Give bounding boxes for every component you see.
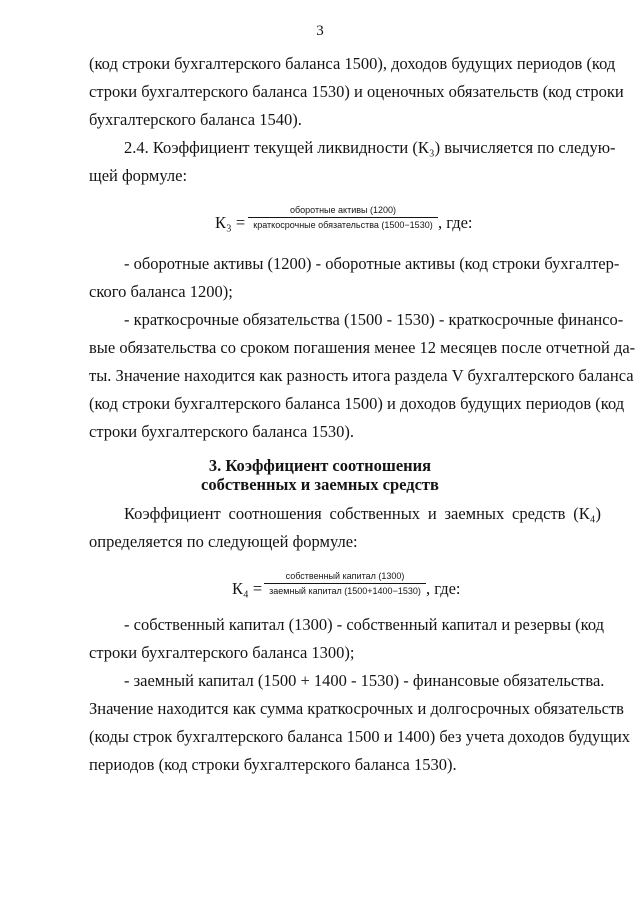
paragraph-line: щей формуле: [89, 166, 188, 185]
formula-fraction [248, 203, 438, 232]
formula-lhs: К₄ = [232, 579, 263, 598]
formula-denominator: заемный капитал (1500+1400−1530) [269, 586, 421, 596]
list-item-line: строки бухгалтерского баланса 1300); [89, 643, 355, 662]
paragraph-line: бухгалтерского баланса 1540). [89, 110, 302, 129]
formula-lhs: К₃ = [215, 213, 246, 232]
list-item-line: вые обязательства со сроком погашения менее 12 месяцев после отчетной да- [89, 338, 636, 357]
paragraph-line: строки бухгалтерского баланса 1530) и оценочных обязательств (код строки [89, 82, 624, 101]
formula-tail: , где: [438, 213, 473, 232]
list-item-line: строки бухгалтерского баланса 1530). [89, 422, 355, 441]
formula-numerator: собственный капитал (1300) [285, 571, 405, 581]
formula-denominator: краткосрочные обязательства (1500−1530) [253, 220, 433, 230]
list-item-line: (коды строк бухгалтерского баланса 1500 и 1400) без учета доходов будущих [89, 727, 631, 746]
list-item-line: ты. Значение находится как разность итога раздела V бухгалтерского баланса [89, 366, 634, 385]
list-item-line: периодов (код строки бухгалтерского баланса 1530). [89, 755, 457, 774]
list-item-line: - оборотные активы (1200) - оборотные активы (код строки бухгалтер- [124, 254, 620, 273]
list-item-line: - заемный капитал (1500 + 1400 - 1530) - финансовые обязательства. [124, 671, 605, 690]
list-item-line: ского баланса 1200); [89, 282, 233, 301]
formula-tail: , где: [426, 579, 461, 598]
formula-numerator: оборотные активы (1200) [289, 205, 396, 215]
paragraph-line: (код строки бухгалтерского баланса 1500), доходов будущих периодов (код [89, 54, 616, 73]
formula-fraction [264, 569, 426, 598]
paragraph-line: определяется по следующей формуле: [89, 532, 358, 551]
list-item-line: - краткосрочные обязательства (1500 - 1530) - краткосрочные финансо- [124, 310, 624, 329]
list-item-line: Значение находится как сумма краткосрочных и долгосрочных обязательств [89, 699, 624, 718]
section-heading: 3. Коэффициент соотношения [208, 456, 432, 475]
section-heading: собственных и заемных средств [201, 475, 439, 494]
formula-k4 [0, 569, 640, 609]
paragraph-line: 2.4. Коэффициент текущей ликвидности (К₃) вычисляется по следую- [124, 138, 616, 157]
list-item-line: (код строки бухгалтерского баланса 1500) и доходов будущих периодов (код [89, 394, 625, 413]
paragraph-line: Коэффициент соотношения собственных и заемных средств (К₄) [124, 504, 601, 523]
list-item-line: - собственный капитал (1300) - собственный капитал и резервы (код [124, 615, 605, 634]
page-number: 3 [316, 23, 324, 39]
formula-k3 [0, 203, 640, 243]
